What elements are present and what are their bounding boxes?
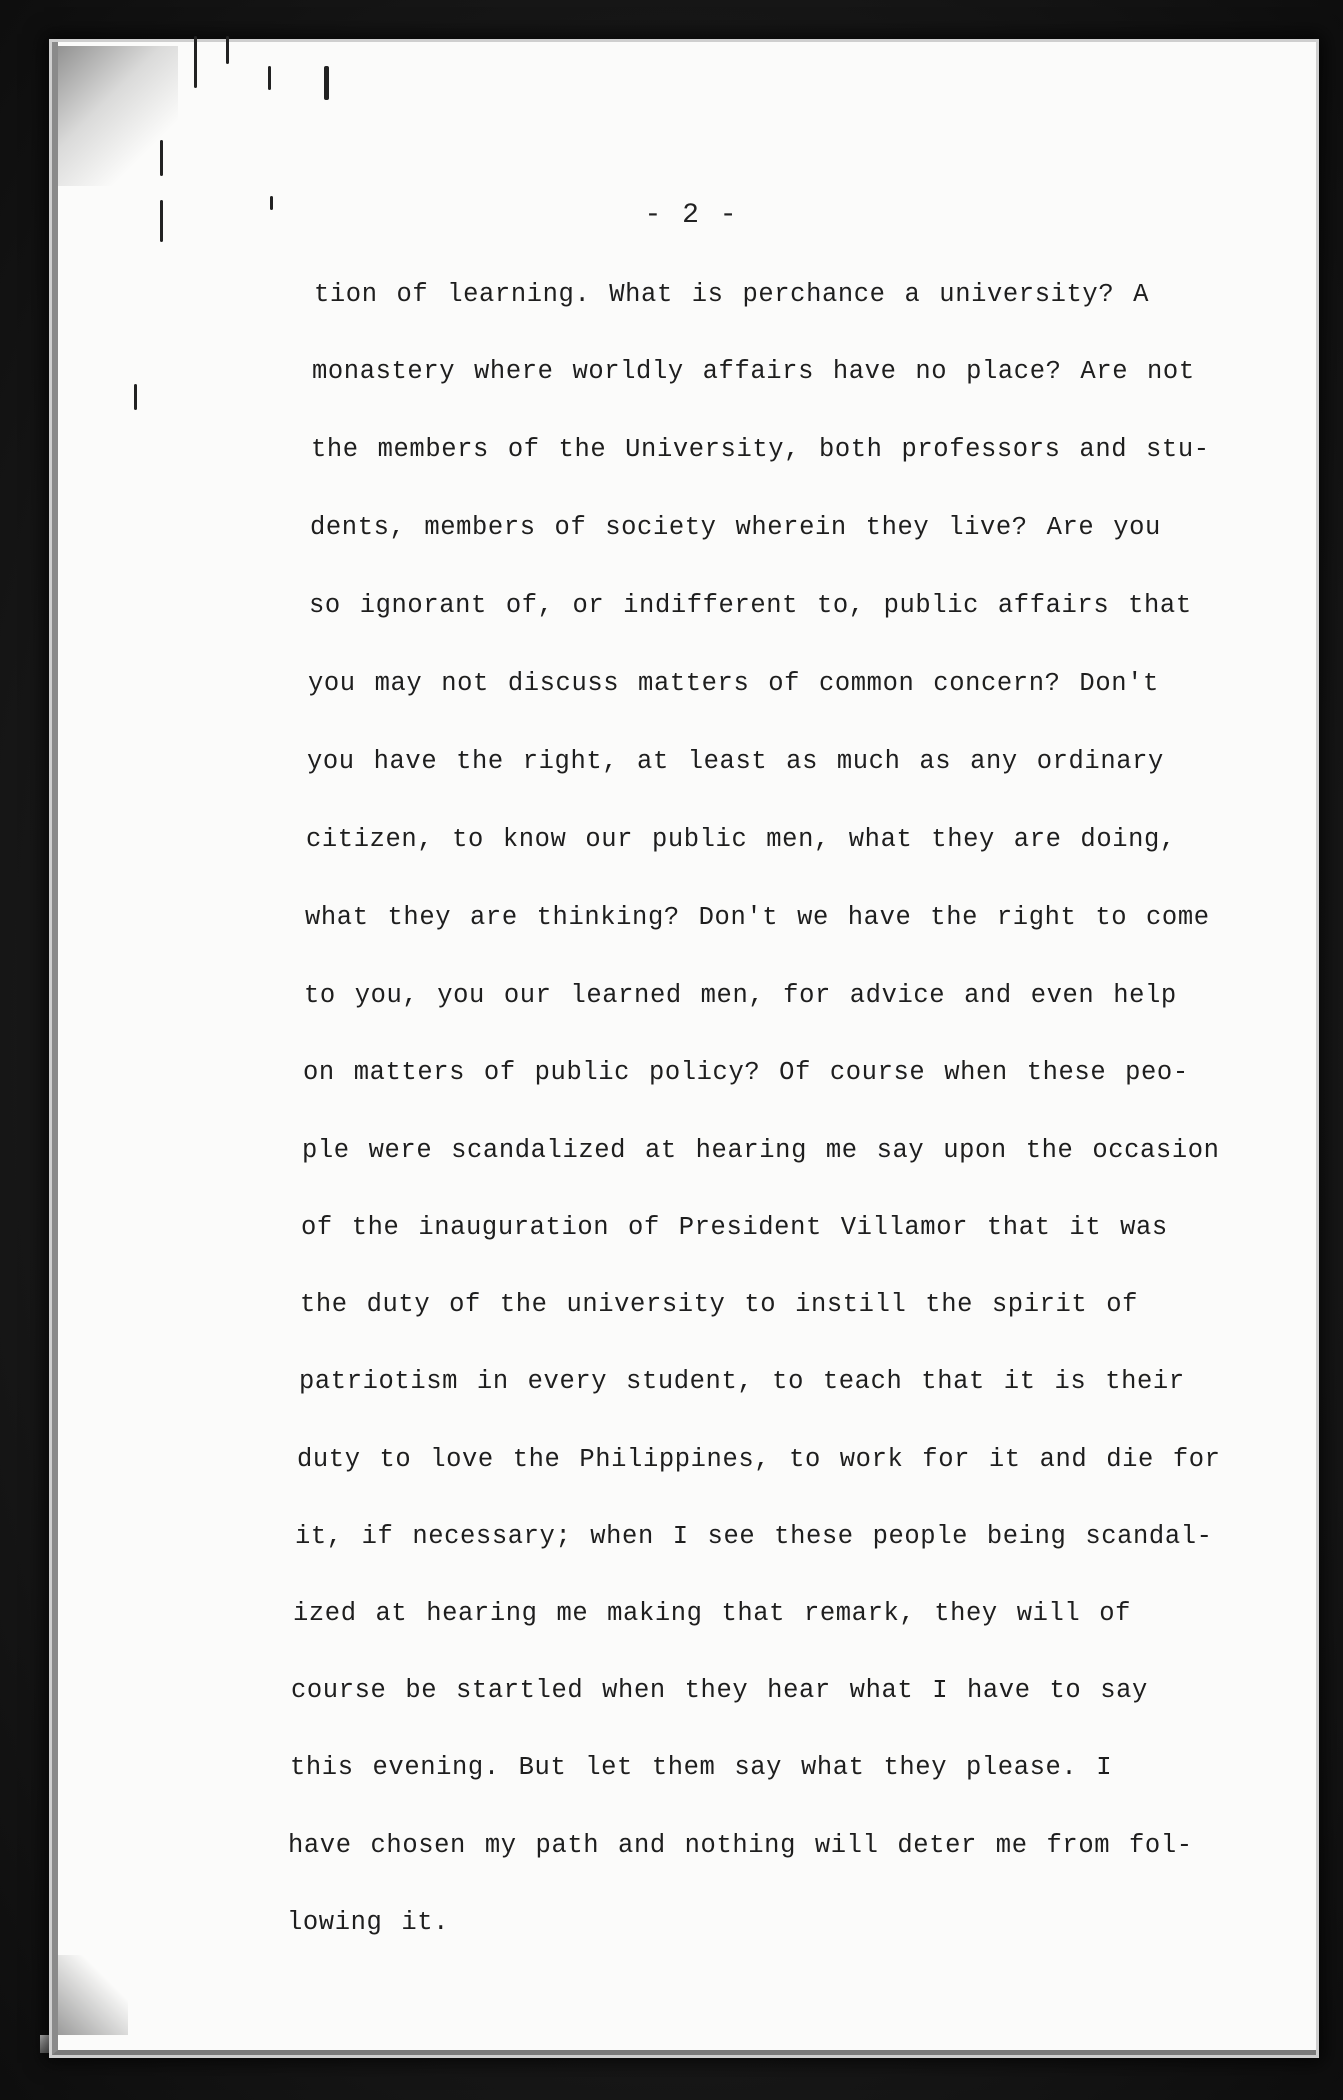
margin-mark (226, 36, 229, 64)
body-line: it, if necessary; when I see these people being scandal- (295, 1522, 1213, 1551)
body-line: this evening. But let them say what they please. I (290, 1753, 1113, 1782)
body-line: duty to love the Philippines, to work for it and die for (297, 1445, 1221, 1474)
margin-mark (134, 384, 137, 410)
body-line: so ignorant of, or indifferent to, public affairs that (309, 591, 1192, 620)
body-line: on matters of public policy? Of course when these peo- (303, 1058, 1189, 1087)
body-line: the members of the University, both professors and stu- (311, 435, 1210, 464)
body-line: have chosen my path and nothing will deter me from fol- (288, 1831, 1193, 1860)
body-line: tion of learning. What is perchance a university? A (314, 280, 1150, 309)
margin-mark (268, 66, 271, 90)
body-line: what they are thinking? Don't we have the right to come (305, 903, 1210, 932)
body-line: you may not discuss matters of common concern? Don't (308, 669, 1159, 698)
margin-mark (194, 36, 197, 88)
body-line: of the inauguration of President Villamor that it was (301, 1213, 1168, 1242)
margin-mark (160, 140, 163, 176)
body-line: monastery where worldly affairs have no place? Are not (312, 357, 1195, 386)
body-line: lowing it. (287, 1908, 450, 1937)
body-line: patriotism in every student, to teach that it is their (299, 1367, 1185, 1396)
body-line: ized at hearing me making that remark, they will of (293, 1599, 1132, 1628)
body-line: ple were scandalized at hearing me say upon the occasion (302, 1136, 1220, 1165)
body-line: course be startled when they hear what I have to say (291, 1676, 1148, 1705)
body-line: to you, you our learned men, for advice and even help (304, 981, 1177, 1010)
margin-mark (324, 66, 329, 100)
corner-fold-bottom-left (58, 1955, 128, 2035)
body-line: you have the right, at least as much as any ordinary (307, 747, 1164, 776)
body-line: the duty of the university to instill the spirit of (300, 1290, 1139, 1319)
body-line: dents, members of society wherein they live? Are you (310, 513, 1161, 542)
page-number: - 2 - (644, 200, 739, 231)
body-line: citizen, to know our public men, what they are doing, (306, 825, 1176, 854)
